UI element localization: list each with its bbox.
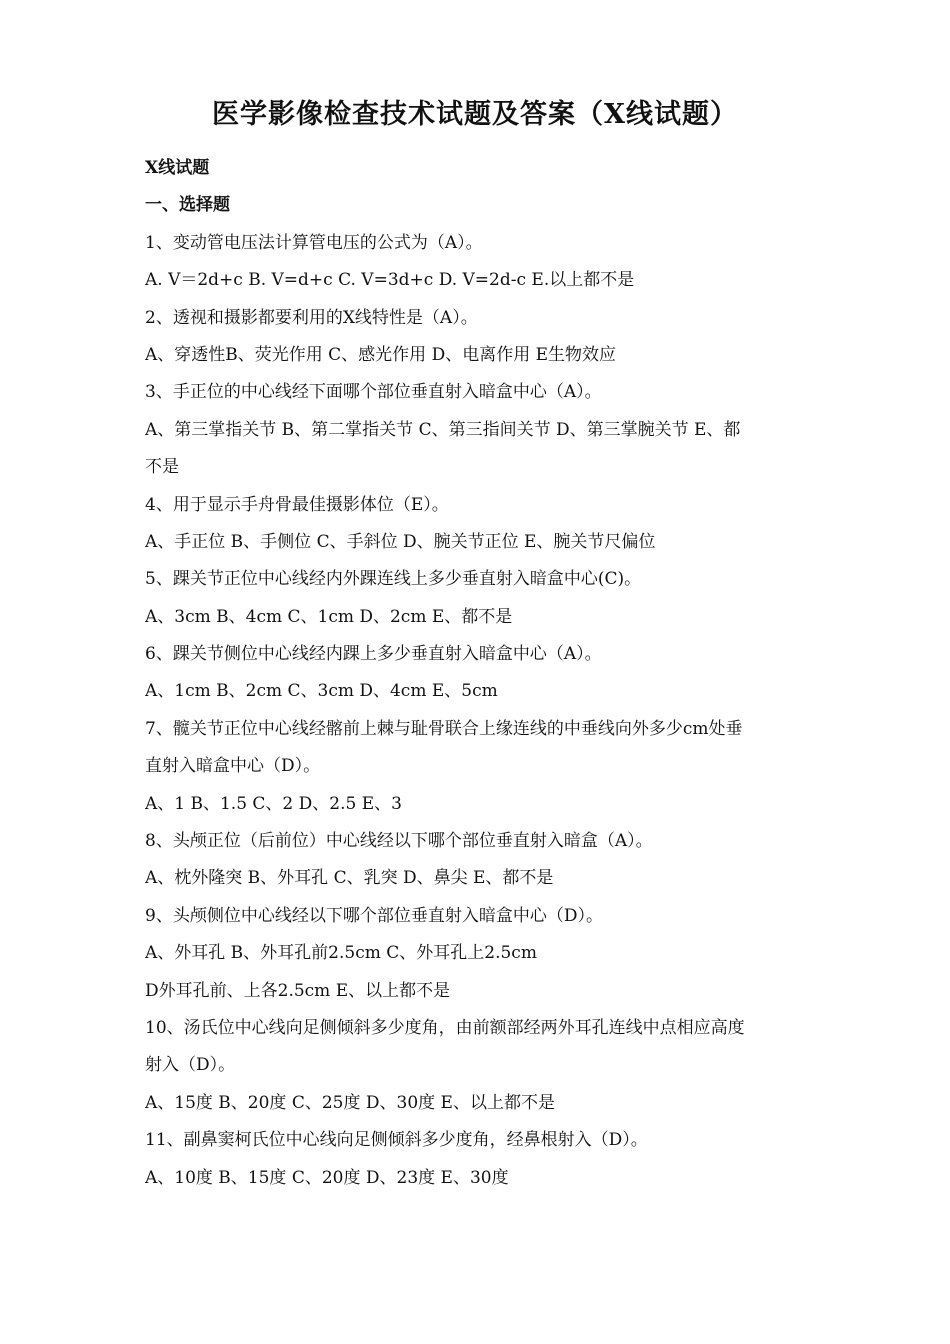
text-line: 11、副鼻窦柯氏位中心线向足侧倾斜多少度角，经鼻根射入（D）。 <box>145 1130 648 1151</box>
text-line: A、10度 B、15度 C、20度 D、23度 E、30度 <box>145 1167 509 1188</box>
document-title: 医学影像检查技术试题及答案（X线试题） <box>212 99 738 130</box>
text-line: D外耳孔前、上各2.5cm E、以上都不是 <box>145 980 451 1001</box>
text-line: A、外耳孔 B、外耳孔前2.5cm C、外耳孔上2.5cm <box>145 943 537 964</box>
section-title: X线试题 <box>145 158 210 178</box>
text-line: 2、透视和摄影都要利用的X线特性是（A）。 <box>145 307 478 328</box>
document-body <box>145 150 815 1197</box>
text-line: 7、髋关节正位中心线经髂前上棘与耻骨联合上缘连线的中垂线向外多少cm处垂 <box>145 718 743 739</box>
text-line: 6、踝关节侧位中心线经内踝上多少垂直射入暗盒中心（A）。 <box>145 644 602 665</box>
text-line: 9、头颅侧位中心线经以下哪个部位垂直射入暗盒中心（D）。 <box>145 905 603 926</box>
subsection-title: 一、选择题 <box>145 195 230 216</box>
text-line: 10、汤氏位中心线向足侧倾斜多少度角，由前额部经两外耳孔连线中点相应高度 <box>145 1017 745 1038</box>
text-line: A、穿透性B、荧光作用 C、感光作用 D、电离作用 E生物效应 <box>145 344 617 365</box>
text-line: A、枕外隆突 B、外耳孔 C、乳突 D、鼻尖 E、都不是 <box>145 868 554 889</box>
text-line: A、3cm B、4cm C、1cm D、2cm E、都不是 <box>145 606 513 627</box>
text-line: 3、手正位的中心线经下面哪个部位垂直射入暗盒中心（A）。 <box>145 382 602 403</box>
text-line: A、1 B、1.5 C、2 D、2.5 E、3 <box>145 793 402 814</box>
text-line: 8、头颅正位（后前位）中心线经以下哪个部位垂直射入暗盒（A）。 <box>145 831 653 852</box>
text-line: 5、踝关节正位中心线经内外踝连线上多少垂直射入暗盒中心(C)。 <box>145 569 642 590</box>
text-line: A、手正位 B、手侧位 C、手斜位 D、腕关节正位 E、腕关节尺偏位 <box>145 531 656 552</box>
text-line: 射入（D）。 <box>145 1055 236 1076</box>
text-line: A、1cm B、2cm C、3cm D、4cm E、5cm <box>145 681 498 702</box>
text-line: 直射入暗盒中心（D）。 <box>145 756 321 777</box>
text-line: A、15度 B、20度 C、25度 D、30度 E、以上都不是 <box>145 1092 555 1113</box>
text-line: A. V＝2d+c B. V=d+c C. V=3d+c D. V=2d-c E.以上都不是 <box>145 270 635 291</box>
text-line: 4、用于显示手舟骨最佳摄影体位（E）。 <box>145 494 449 515</box>
text-line: 1、变动管电压法计算管电压的公式为（A）。 <box>145 232 483 253</box>
text-line: A、第三掌指关节 B、第二掌指关节 C、第三指间关节 D、第三掌腕关节 E、都 <box>145 419 741 440</box>
text-line: 不是 <box>145 457 179 478</box>
